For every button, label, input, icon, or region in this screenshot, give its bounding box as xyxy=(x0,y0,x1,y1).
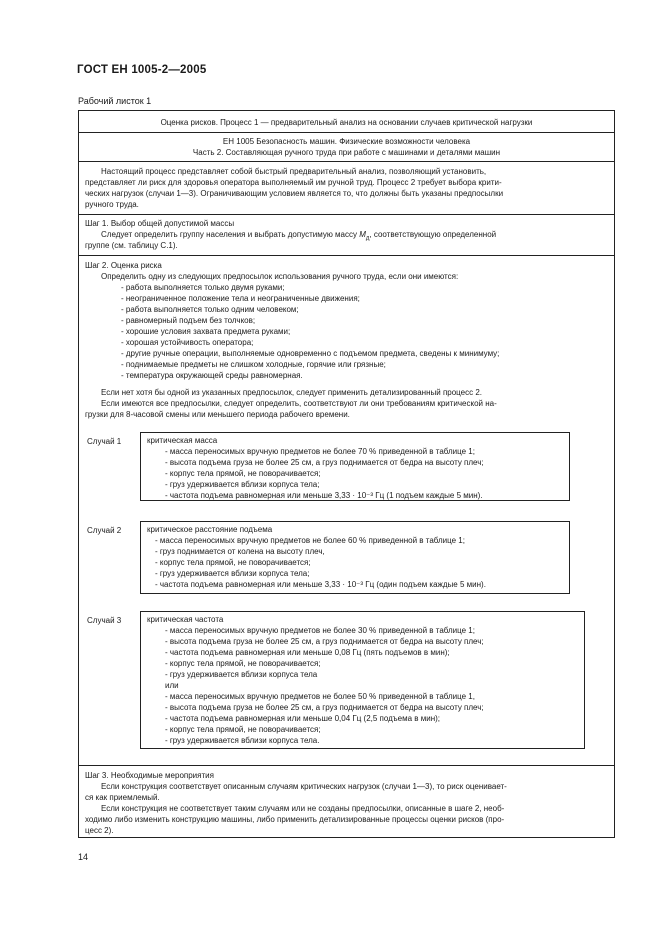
step3-line: ходимо либо изменить конструкцию машины, либо применить детализированные процессы оценки рисков (про- xyxy=(85,815,505,824)
case-item: - груз удерживается вблизи корпуса тела; xyxy=(165,480,320,489)
row-divider xyxy=(79,161,614,162)
case-2-label: Случай 2 xyxy=(87,526,122,535)
case-item: - масса переносимых вручную предметов не более 70 % приведенной в таблице 1; xyxy=(165,447,475,456)
step2-lead: Определить одну из следующих предпосылок использования ручного труда, если они имеются: xyxy=(101,272,459,281)
precondition-item: - температура окружающей среды равномерная. xyxy=(121,371,303,380)
case-3-title: критическая частота xyxy=(147,615,224,624)
row-divider xyxy=(79,255,614,256)
case-item: - частота подъема равномерная или меньше 0,08 Гц (пять подъемов в мин); xyxy=(165,648,450,657)
intro-line: ручного труда. xyxy=(85,200,139,209)
row-divider xyxy=(79,765,614,766)
case-2-box xyxy=(140,521,570,594)
preconditions-list xyxy=(121,282,499,381)
case-item: - частота подъема равномерная или меньше 3,33 · 10⁻³ Гц (один подъем каждые 5 мин). xyxy=(155,580,486,589)
worksheet-label: Рабочий листок 1 xyxy=(78,96,152,106)
precondition-item: - другие ручные операции, выполняемые одновременно с подъемом предмета, сведены к минимуму; xyxy=(121,349,500,358)
step2-after: Если нет хотя бы одной из указанных предпосылок, следует применить детализированный процесс 2. xyxy=(101,388,483,397)
mass-symbol: M xyxy=(359,230,366,239)
step3-line: цесс 2). xyxy=(85,826,114,835)
precondition-item: - равномерный подъем без толчков; xyxy=(121,316,256,325)
case-item: - груз поднимается от колена на высоту плеч, xyxy=(155,547,325,556)
case-or: или xyxy=(165,681,179,690)
case-item: - груз удерживается вблизи корпуса тела xyxy=(165,670,318,679)
step2-title: Шаг 2. Оценка риска xyxy=(85,261,162,270)
case-item: - частота подъема равномерная или меньше 3,33 · 10⁻³ Гц (1 подъем каждые 5 мин). xyxy=(165,491,483,500)
case-item: - высота подъема груза не более 25 см, а груз поднимается от бедра на высоту плеч; xyxy=(165,703,484,712)
case-item: - корпус тела прямой, не поворачивается; xyxy=(165,725,321,734)
mass-subscript: д xyxy=(365,235,370,242)
case-item: - корпус тела прямой, не поворачивается; xyxy=(165,659,321,668)
case-1-title: критическая масса xyxy=(147,436,218,445)
intro-line: представляет ли риск для здоровья оператора выполняемый им ручной труд. Процесс 2 требует выбора крити- xyxy=(85,178,502,187)
case-item: - корпус тела прямой, не поворачивается; xyxy=(155,558,311,567)
precondition-item: - работа выполняется только одним человеком; xyxy=(121,305,299,314)
step3-line: Если конструкция соответствует описанным случаям критических нагрузок (случаи 1—3), то риск оценивает- xyxy=(101,782,507,791)
case-item: - груз удерживается вблизи корпуса тела; xyxy=(155,569,310,578)
case-item: - масса переносимых вручную предметов не более 60 % приведенной в таблице 1; xyxy=(155,536,465,545)
intro-line: ческих нагрузок (случаи 1—3). Ограничивающим условием является то, что должны быть указаны предпосылки xyxy=(85,189,504,198)
step1-text-a: Следует определить группу населения и выбрать допустимую массу xyxy=(101,230,360,239)
case-1-label: Случай 1 xyxy=(87,437,122,446)
case-item: - масса переносимых вручную предметов не более 30 % приведенной в таблице 1; xyxy=(165,626,475,635)
page-number: 14 xyxy=(78,852,89,862)
step3-line: ся как приемлемый. xyxy=(85,793,160,802)
precondition-item: - поднимаемые предметы не слишком холодные, горячие или грязные; xyxy=(121,360,386,369)
step2-after: грузки для 8-часовой смены или меньшего периода рабочего времени. xyxy=(85,410,350,419)
standard-line-2: Часть 2. Составляющая ручного труда при работе с машинами и деталями машин xyxy=(192,148,501,157)
precondition-item: - хорошая устойчивость оператора; xyxy=(121,338,254,347)
case-2-title: критическое расстояние подъема xyxy=(147,525,273,534)
standard-line-1: ЕН 1005 Безопасность машин. Физические возможности человека xyxy=(222,137,471,146)
row-divider xyxy=(79,214,614,215)
form-title-row: Оценка рисков. Процесс 1 — предварительный анализ на основании случаев критической нагрузки xyxy=(160,118,533,127)
step3-line: Если конструкция не соответствует таким случаям или не созданы предпосылки, описанные в шаге 2, необ- xyxy=(101,804,505,813)
intro-line: Настоящий процесс представляет собой быстрый предварительный анализ, позволяющий установить, xyxy=(101,167,487,176)
case-item: - груз удерживается вблизи корпуса тела. xyxy=(165,736,320,745)
case-3-box xyxy=(140,611,585,749)
case-3-label: Случай 3 xyxy=(87,616,122,625)
row-divider xyxy=(79,132,614,133)
case-item: - высота подъема груза не более 25 см, а груз поднимается от бедра на высоту плеч; xyxy=(165,637,484,646)
step1-line: группе (см. таблицу С.1). xyxy=(85,241,178,250)
worksheet-form xyxy=(78,110,615,838)
case-item: - масса переносимых вручную предметов не более 50 % приведенной в таблице 1, xyxy=(165,692,475,701)
precondition-item: - работа выполняется только двумя руками; xyxy=(121,283,285,292)
case-item: - высота подъема груза не более 25 см, а груз поднимается от бедра на высоту плеч; xyxy=(165,458,484,467)
step2-after: Если имеются все предпосылки, следует определить, соответствуют ли они требованиям критической на- xyxy=(101,399,497,408)
step1-text-b: , соответствующую определенной xyxy=(369,230,497,239)
step1-title: Шаг 1. Выбор общей допустимой массы xyxy=(85,219,235,228)
precondition-item: - хорошие условия захвата предмета руками; xyxy=(121,327,291,336)
document-title: ГОСТ ЕН 1005-2—2005 xyxy=(77,64,207,76)
case-item: - частота подъема равномерная или меньше 0,04 Гц (2,5 подъема в мин); xyxy=(165,714,441,723)
case-1-box xyxy=(140,432,570,501)
precondition-item: - неограниченное положение тела и неограниченные движения; xyxy=(121,294,360,303)
case-item: - корпус тела прямой, не поворачивается; xyxy=(165,469,321,478)
step3-title: Шаг 3. Необходимые мероприятия xyxy=(85,771,214,780)
